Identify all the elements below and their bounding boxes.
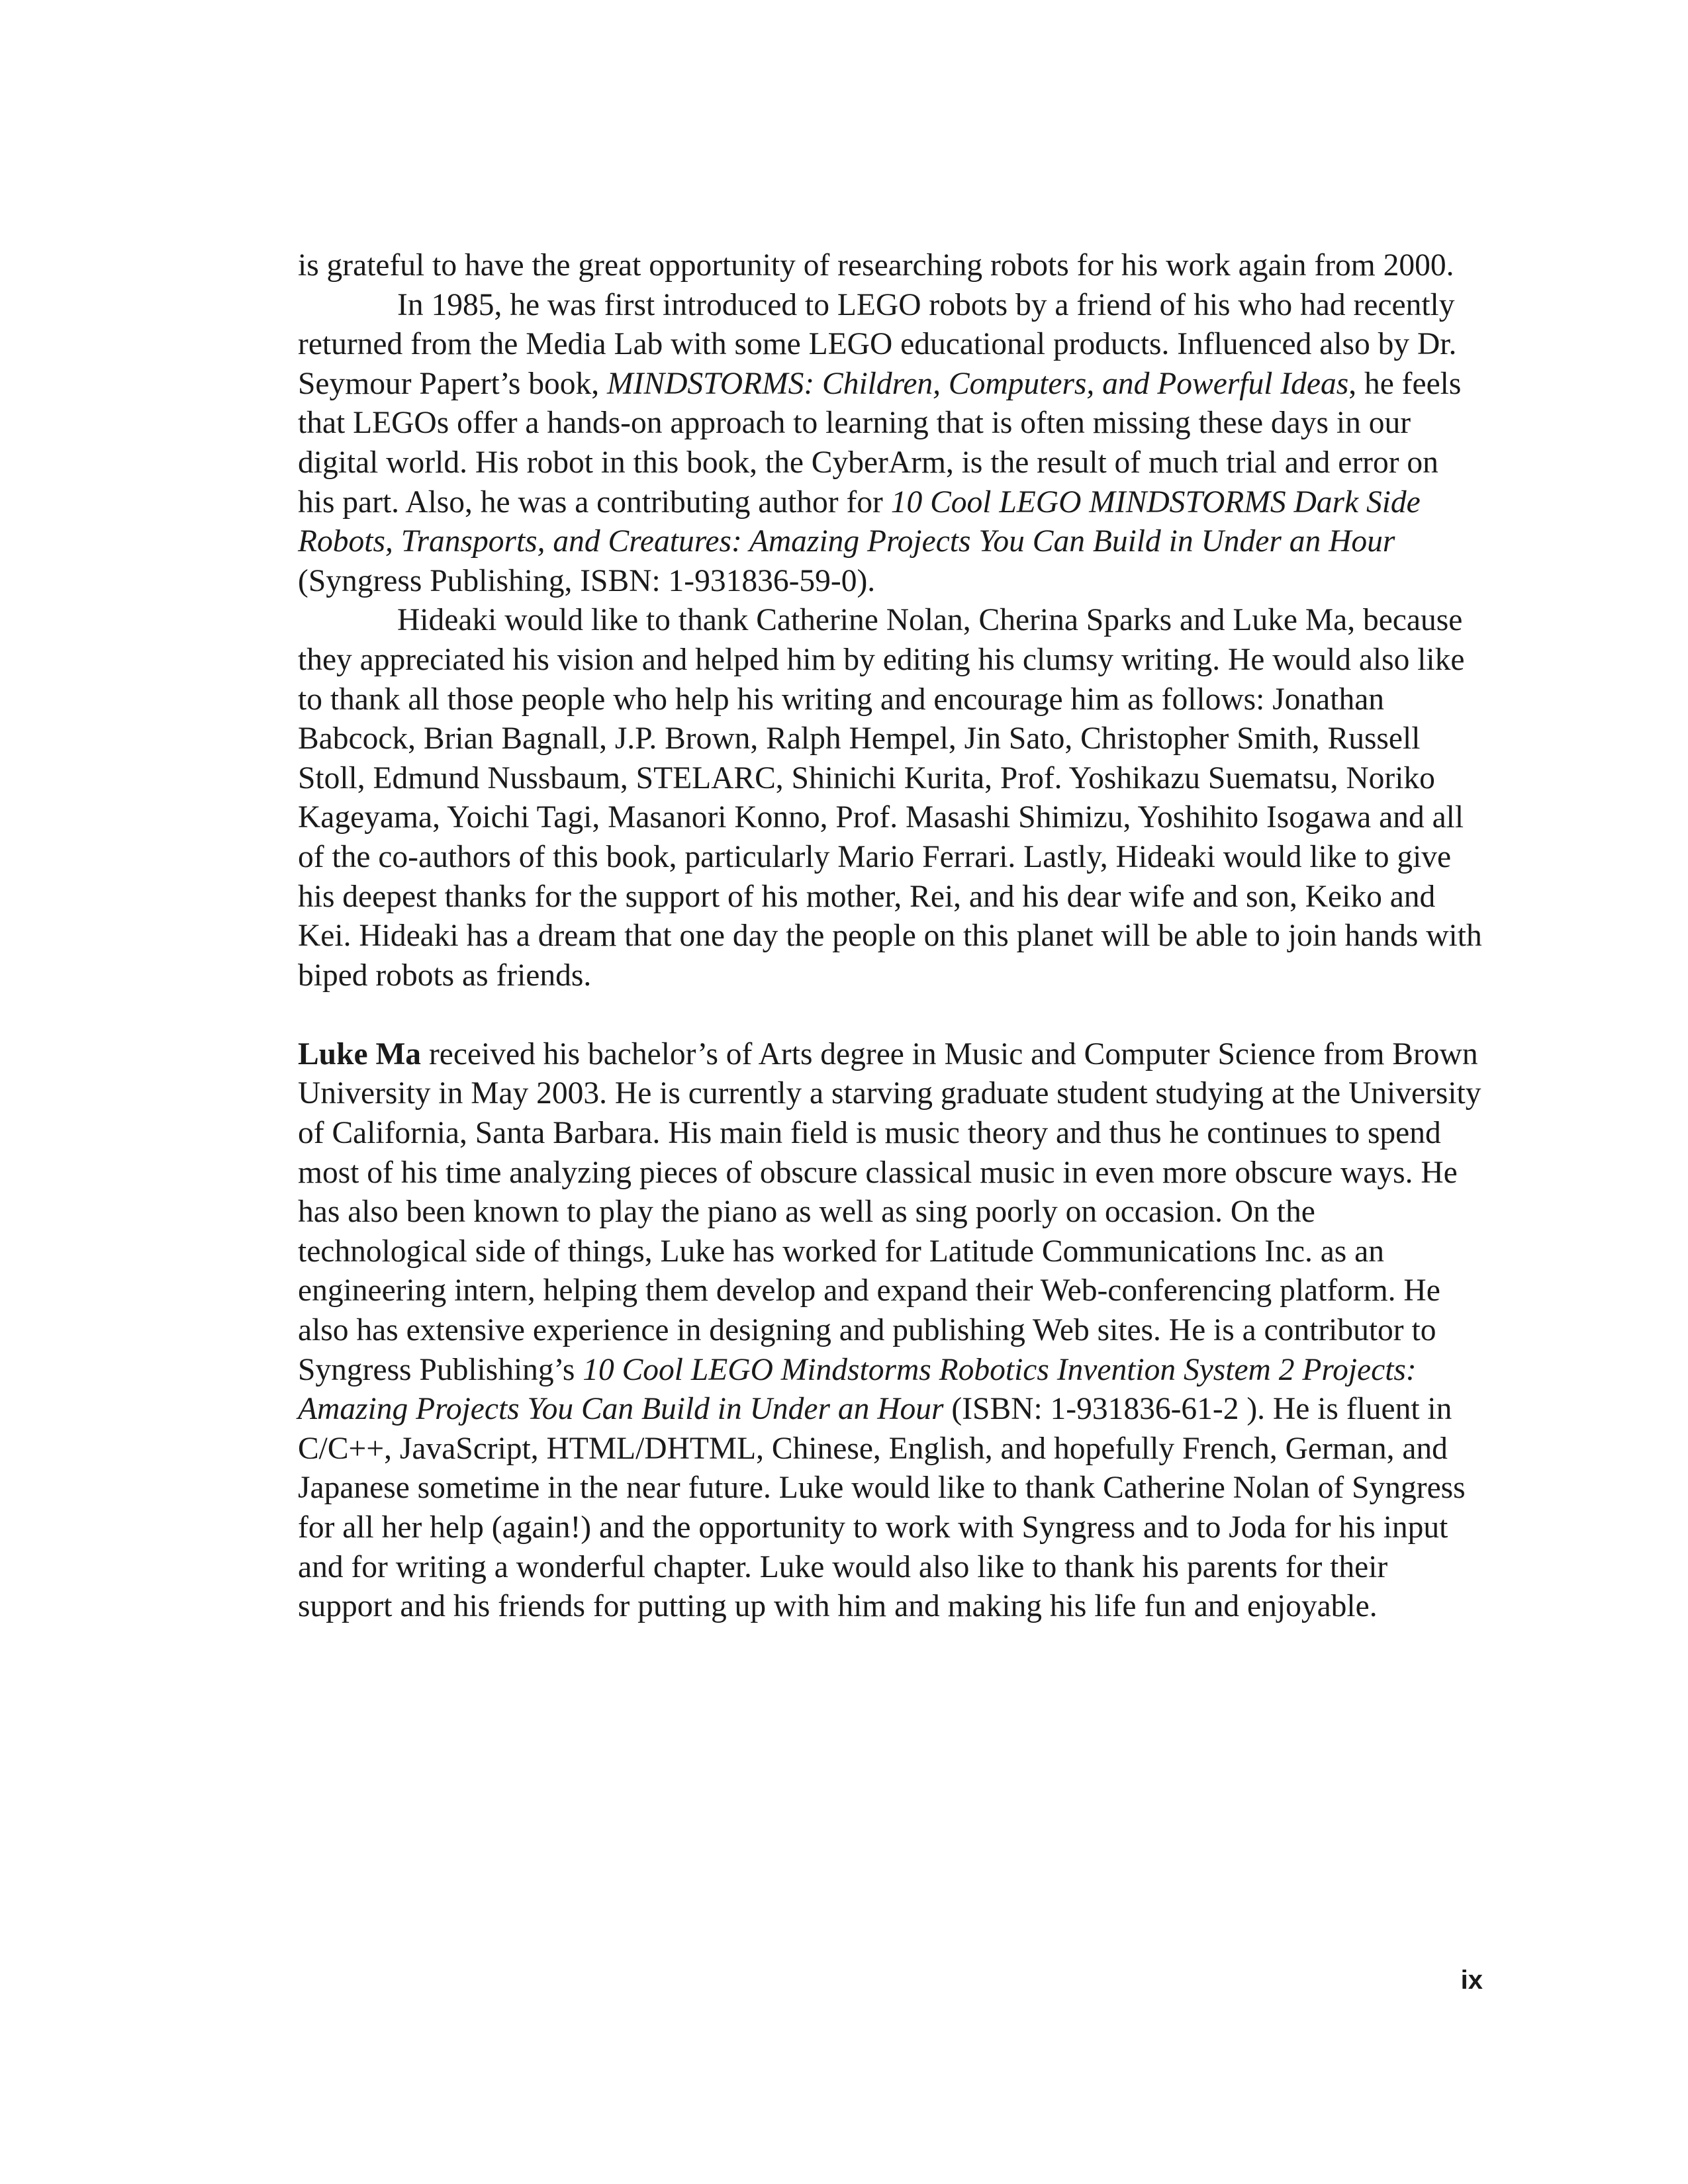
paragraph-text: is grateful to have the great opportunity of researching robots for his work again from 2000. [298, 248, 1454, 283]
paragraph-text: In 1985, he was first introduced to LEGO robots by a friend of his who had recently returned from the Media Lab with some LEGO educational products. Influenced also by Dr. Seymour Papert’s book, [298, 287, 1457, 401]
book-title-mindstorms: MINDSTORMS: Children, Computers, and Powerful Ideas [607, 366, 1349, 401]
paragraph-text: received his bachelor’s of Arts degree in Music and Computer Science from Brown University in May 2003. He is currently a starving graduate student studying at the University of California, Santa Barbara. His main field is music theory and thus he continues to spend most of his time analyzing pieces of obscure classical music in even more obscure ways. He has also been known to play the piano as well as sing poorly on occasion. On the technological side of things, Luke has worked for Latitude Communications Inc. as an engineering intern, helping them develop and expand their Web-conferencing platform. He also has extensive experience in designing and publishing Web sites. He is a contributor to Syngress Publishing’s [298, 1036, 1481, 1387]
book-title-ris2: 10 Cool LEGO Mindstorms Robotics Invention System 2 Projects: Amazing Projects You Can Build in Under an Hour [298, 1352, 1417, 1427]
paragraph-luke-ma-bio [298, 1035, 1483, 1627]
page-number: ix [1460, 1966, 1483, 1995]
paragraph-lego-history [298, 286, 1483, 602]
paragraph-text: Hideaki would like to thank Catherine Nolan, Cherina Sparks and Luke Ma, because they appreciated his vision and helped him by editing his clumsy writing. He would also like to thank all those people who help his writing and encourage him as follows: Jonathan Babcock, Brian Bagnall, J.P. Brown, Ralph Hempel, Jin Sato, Christopher Smith, Russell Stoll, Edmund Nussbaum, STELARC, Shinichi Kurita, Prof. Yoshikazu Suematsu, Noriko Kageyama, Yoichi Tagi, Masanori Konno, Prof. Masashi Shimizu, Yoshihito Isogawa and all of the co-authors of this book, particularly Mario Ferrari. Lastly, Hideaki would like to give his deepest thanks for the support of his mother, Rei, and his dear wife and son, Keiko and Kei. Hideaki has a dream that one day the people on this planet will be able to join hands with biped robots as friends. [298, 603, 1482, 993]
paragraph-continuation [298, 246, 1483, 286]
author-name: Luke Ma [298, 1036, 422, 1071]
paragraph-text: (ISBN: 1-931836-61-2 ). He is fluent in C/C++, JavaScript, HTML/DHTML, Chinese, English, and hopefully French, German, and Japanese sometime in the near future. Luke would like to thank Catherine Nolan of Syngress for all her help (again!) and the opportunity to work with Syngress and to Joda for his input and for writing a wonderful chapter. Luke would also like to thank his parents for their support and his friends for putting up with him and making his life fun and enjoyable. [298, 1392, 1466, 1624]
body-text [298, 246, 1483, 1627]
paragraph-acknowledgements [298, 601, 1483, 995]
paragraph-text: (Syngress Publishing, ISBN: 1-931836-59-0). [298, 563, 876, 598]
book-title-dark-side: 10 Cool LEGO MINDSTORMS Dark Side Robots, Transports, and Creatures: Amazing Projects You Can Build in Under an Hour [298, 484, 1421, 559]
paragraph-text: , he feels that LEGOs offer a hands-on approach to learning that is often missing these days in our digital world. His robot in this book, the CyberArm, is the result of much trial and error on his part. Also, he was a contributing author for [298, 366, 1462, 520]
